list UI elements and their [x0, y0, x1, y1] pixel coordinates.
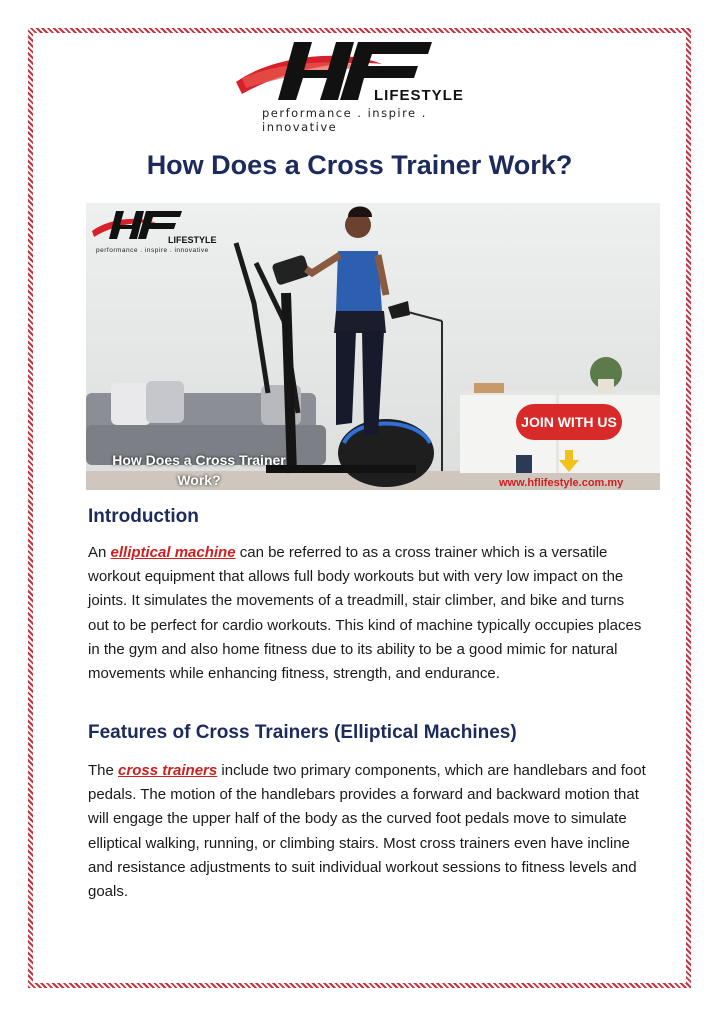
- intro-heading: Introduction: [88, 506, 199, 527]
- image-caption-line1: How Does a Cross Trainer: [112, 452, 286, 468]
- features-text-start: The: [88, 762, 119, 779]
- join-with-us-button[interactable]: JOIN WITH US: [516, 404, 622, 440]
- logo-lifestyle-text: LIFESTYLE: [374, 87, 464, 104]
- brand-logo: [232, 38, 468, 134]
- intro-text-rest: can be referred to as a cross trainer which is a versatile workout equipment that allows full body workouts but with very low impact on the joints. It simulates the movements of a treadmill, stair climber, and bike and turns out to be perfect for cardio workouts. This kind of machine typically occupies places in the gym and also home fitness due to its ability to be a good mimic for natural movements while enhancing fitness, strength, and endurance.: [88, 544, 642, 683]
- image-caption-line2: Work?: [177, 472, 221, 488]
- elliptical-machine-link[interactable]: elliptical machine: [110, 544, 236, 561]
- website-url: www.hflifestyle.com.my: [499, 477, 624, 489]
- features-text-rest: include two primary components, which are handlebars and foot pedals. The motion of the handlebars provides a forward and backward motion that will engage the upper half of the body as the curved foot pedals move to simulate elliptical walking, running, or climbing stairs. Most cross trainers even have incline and resistance adjustments to suit individual workout sessions to fitness levels and goals.: [88, 762, 646, 901]
- image-caption: [96, 450, 302, 490]
- hero-image: [86, 203, 660, 490]
- image-logo-lifestyle: LIFESTYLE: [168, 235, 217, 245]
- image-logo-tagline: performance . inspire . innovative: [96, 247, 209, 254]
- logo-tagline: performance . inspire . innovative: [262, 106, 427, 134]
- page-title: How Does a Cross Trainer Work?: [146, 150, 573, 180]
- cross-trainers-link[interactable]: cross trainers: [118, 762, 218, 779]
- intro-text-start: An: [88, 544, 111, 561]
- features-paragraph: [88, 759, 648, 904]
- features-heading: Features of Cross Trainers (Elliptical Machines): [88, 722, 517, 743]
- arrow-down-icon: [559, 450, 579, 472]
- intro-paragraph: [88, 541, 648, 686]
